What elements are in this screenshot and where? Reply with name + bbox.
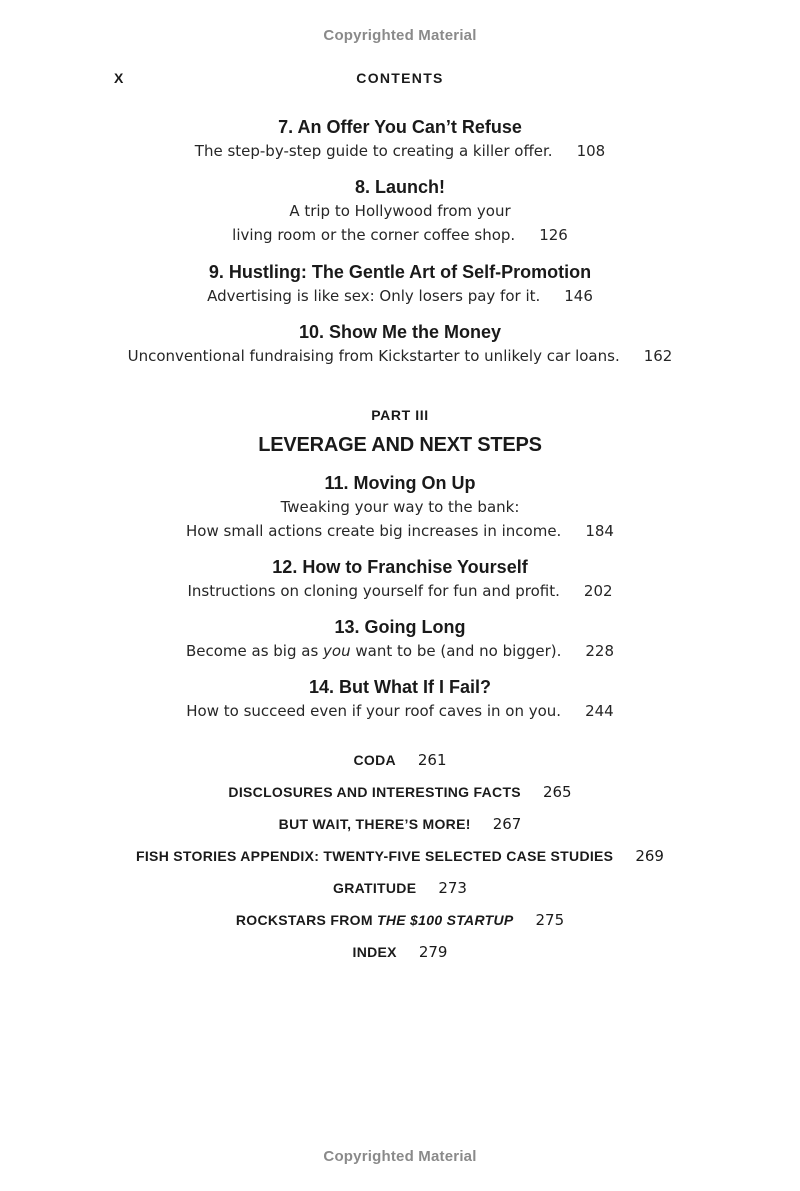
page-number: 146 — [564, 287, 593, 305]
page-number: 273 — [438, 879, 467, 897]
page-number: 184 — [585, 522, 614, 540]
chapter-title: 12. How to Franchise Yourself — [272, 557, 528, 577]
folio-page-number: X — [114, 70, 125, 86]
page-number: 244 — [585, 702, 614, 720]
page-number: 269 — [635, 847, 664, 865]
toc-entry-chapter-8[interactable] — [0, 175, 800, 247]
chapter-title: 8. Launch! — [354, 177, 445, 197]
toc-entry-chapter-7[interactable] — [0, 115, 800, 163]
chapter-description: How to succeed even if your roof caves in on you. 244 — [0, 699, 800, 723]
page-number: 202 — [583, 582, 613, 600]
page-number: 261 — [417, 751, 447, 769]
chapter-title: 13. Going Long — [334, 617, 466, 637]
chapter-description-line-2: How small actions create big increases in income. 184 — [0, 519, 800, 543]
toc-entry-chapter-10[interactable] — [0, 320, 800, 368]
part-title: LEVERAGE AND NEXT STEPS — [258, 434, 542, 456]
toc-entry-chapter-13[interactable] — [0, 615, 800, 663]
page-number: 162 — [643, 347, 673, 365]
page-number: 275 — [535, 911, 565, 929]
toc-entry-chapter-12[interactable] — [0, 555, 800, 603]
chapter-description-line-1: Tweaking your way to the bank: — [280, 498, 520, 516]
chapter-description: Instructions on cloning yourself for fun and profit. 202 — [0, 579, 800, 603]
chapter-description: Become as big as you want to be (and no bigger). 228 — [0, 639, 800, 663]
page-number: 228 — [585, 642, 615, 660]
page-number: 265 — [542, 783, 572, 801]
chapter-title: 7. An Offer You Can’t Refuse — [278, 117, 522, 137]
toc-entry-coda[interactable]: CODA 261 — [353, 751, 447, 769]
toc-entry-rockstars[interactable]: ROCKSTARS FROM THE $100 STARTUP 275 — [235, 911, 565, 929]
chapter-description: Unconventional fundraising from Kickstarter to unlikely car loans. 162 — [0, 344, 800, 368]
chapter-title: 9. Hustling: The Gentle Art of Self-Promotion — [208, 262, 592, 282]
toc-entry-gratitude[interactable]: GRATITUDE 273 — [333, 879, 467, 897]
toc-entry-chapter-14[interactable] — [0, 675, 800, 723]
chapter-description: Advertising is like sex: Only losers pay for it. 146 — [0, 284, 800, 308]
toc-entry-chapter-11[interactable] — [0, 471, 800, 543]
chapter-description-line-1: A trip to Hollywood from your — [289, 202, 511, 220]
toc-entry-index[interactable]: INDEX 279 — [352, 943, 448, 961]
toc-entry-fish-stories-appendix[interactable]: FISH STORIES APPENDIX: TWENTY-FIVE SELECTED CASE STUDIES 269 — [136, 847, 664, 865]
chapter-description: The step-by-step guide to creating a killer offer. 108 — [0, 139, 800, 163]
toc-entry-chapter-9[interactable] — [0, 260, 800, 308]
chapter-title: 14. But What If I Fail? — [308, 677, 491, 697]
page-number: 279 — [418, 943, 448, 961]
running-head: CONTENTS — [356, 70, 444, 86]
chapter-title: 10. Show Me the Money — [298, 322, 502, 342]
page-number: 267 — [492, 815, 522, 833]
part-label: PART III — [371, 407, 429, 423]
copyright-watermark-top: Copyrighted Material — [323, 27, 477, 44]
toc-entry-but-wait[interactable]: BUT WAIT, THERE’S MORE! 267 — [278, 815, 522, 833]
copyright-watermark-bottom: Copyrighted Material — [323, 1148, 477, 1165]
chapter-title: 11. Moving On Up — [324, 473, 476, 493]
page-number: 108 — [576, 142, 606, 160]
toc-entry-disclosures[interactable]: DISCLOSURES AND INTERESTING FACTS 265 — [228, 783, 572, 801]
chapter-description-line-2: living room or the corner coffee shop. 126 — [0, 223, 800, 247]
page-number: 126 — [539, 226, 568, 244]
